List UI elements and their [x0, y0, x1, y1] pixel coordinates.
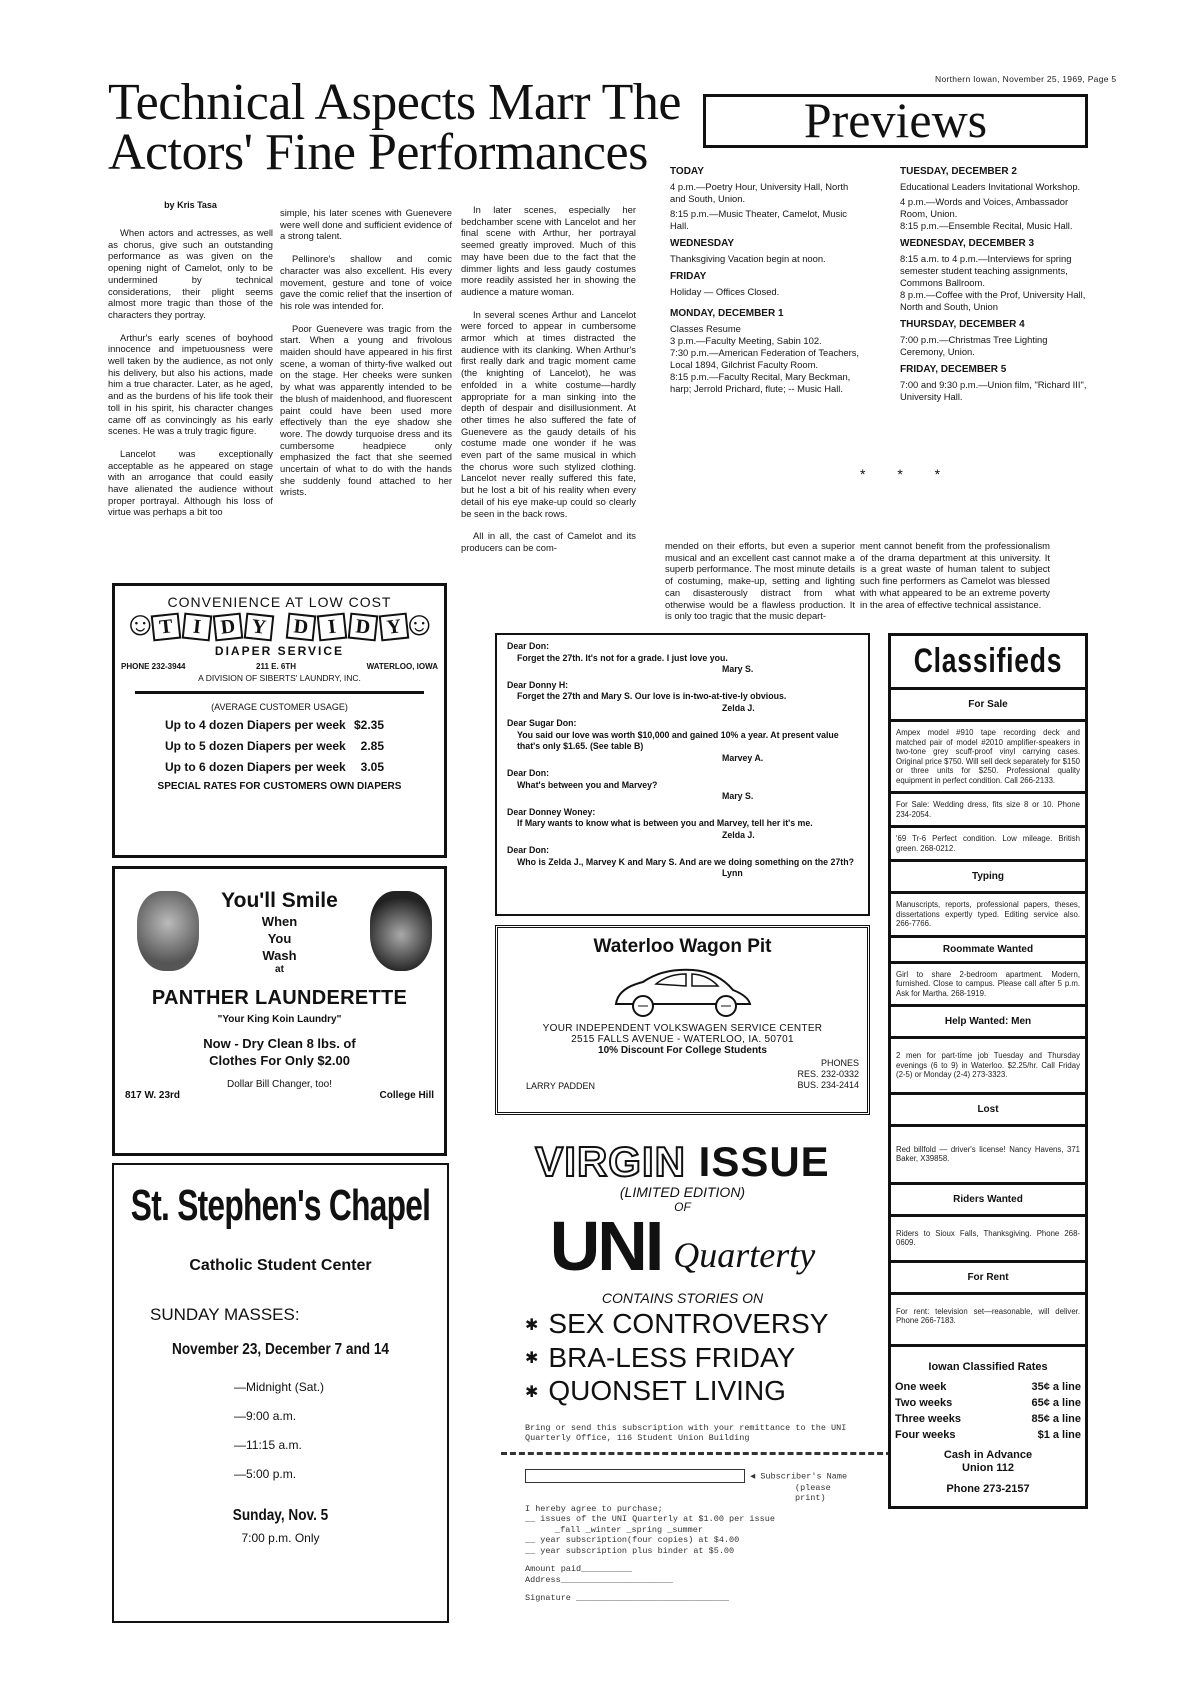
signature: Mary S. — [722, 664, 754, 674]
preview-item: Classes Resume — [670, 323, 741, 334]
section-heading — [891, 1185, 1085, 1214]
rate-term: Two weeks — [895, 1396, 953, 1409]
quarterly-wordmark: Quarterty — [673, 1235, 816, 1275]
amount-paid-field[interactable]: Amount paid__________ — [525, 1564, 633, 1575]
preview-item: 3 p.m.—Faculty Meeting, Sabin 102. — [670, 335, 822, 346]
ad-line: at — [275, 964, 284, 975]
contains-label: CONTAINS STORIES ON — [601, 1290, 764, 1306]
preview-day: WEDNESDAY, DECEMBER 3 — [900, 238, 1035, 249]
option-issues[interactable]: __ issues of the UNI Quarterly at $1.00 per issue — [525, 1514, 775, 1525]
uni-wordmark: UNI — [549, 1207, 662, 1285]
ad-headline: You'll Smile — [221, 889, 338, 912]
ad-text: Riders to Sioux Falls, Thanksgiving. Phone 268-0609. — [896, 1228, 1080, 1247]
name-row — [525, 1469, 860, 1483]
virgin-issue-heading — [495, 1138, 870, 1186]
divider — [135, 691, 424, 694]
salutation: Dear Don: — [507, 768, 550, 778]
preview-day: FRIDAY — [670, 271, 707, 282]
ad-line: YOUR INDEPENDENT VOLKSWAGEN SERVICE CENTER — [542, 1023, 823, 1034]
article-column-4 — [665, 540, 855, 633]
subscriber-name-field[interactable] — [525, 1469, 745, 1483]
ad-tagline: CONVENIENCE AT LOW COST — [167, 594, 392, 610]
cut-line — [501, 1452, 901, 1455]
classified-ad — [891, 828, 1085, 859]
asterisk-icon: ✱ — [525, 1383, 539, 1401]
preview-item: 8:15 p.m.—Ensemble Recital, Music Hall. — [900, 220, 1073, 231]
mass-times — [114, 1373, 447, 1489]
classified-ad — [891, 794, 1085, 825]
letter-card: Y — [243, 613, 274, 642]
section-heading — [891, 690, 1085, 719]
preview-item: 8:15 p.m.—Faculty Recital, Mary Beckman, harp; Jerrold Prichard, flute; -- Music Hall. — [670, 371, 851, 394]
story-title: SEX CONTROVERSY — [548, 1308, 829, 1339]
baby-illustration-icon: ☺ — [123, 605, 158, 643]
preview-day: TODAY — [670, 166, 704, 177]
rate-label: Up to 5 dozen Diapers per week — [165, 739, 346, 753]
preview-day: THURSDAY, DECEMBER 4 — [900, 319, 1025, 330]
ad-line: 2515 FALLS AVENUE - WATERLOO, IA. 50701 — [571, 1034, 794, 1045]
paragraph: All in all, the cast of Camelot and its producers can be com- — [461, 530, 636, 553]
previews-column-2 — [900, 160, 1090, 406]
ad-division: A DIVISION OF SIBERTS' LAUNDRY, INC. — [198, 673, 361, 683]
ad-slogan: "Your King Koin Laundry" — [217, 1014, 342, 1025]
man-photo-icon — [370, 891, 432, 971]
preview-item: Holiday — Offices Closed. — [670, 286, 780, 297]
preview-item: 8:15 p.m.—Music Theater, Camelot, Music Hall. — [670, 208, 847, 231]
paragraph: When actors and actresses, as well as chorus, give such an outstanding performance as was given on the opening night of Camelot, only to be undermined by technical considerations, their plight seems almost more tragic than those of the characters they portray. — [108, 227, 273, 320]
signature: Zelda J. — [722, 829, 755, 840]
section-heading — [891, 862, 1085, 891]
chapel-ad — [112, 1163, 449, 1623]
section-heading — [891, 1007, 1085, 1036]
section-heading — [891, 1263, 1085, 1292]
ad-city: WATERLOO, IOWA — [366, 662, 438, 671]
asterisk-icon: ✱ — [525, 1350, 539, 1368]
wagon-pit-ad — [495, 925, 870, 1115]
ad-text: Manuscripts, reports, professional papers, theses, dissertations expertly typed. Editing service also. 266-7766. — [896, 900, 1080, 928]
ad-offer: Now - Dry Clean 8 lbs. of — [203, 1036, 356, 1051]
woman-photo-icon — [137, 891, 199, 971]
address-field[interactable]: Address______________________ — [525, 1574, 673, 1585]
paragraph: Pellinore's shallow and comic character was also excellent. His every movement, gesture and tone of voice gave the comic relief that the insertion of his role was intended for. — [280, 253, 452, 311]
ad-text: Ampex model #910 tape recording deck and matched pair of model #2010 amplifier-speakers in two-tone grey scuff-proof vinyl carrying cases. Original price $750. Will sell deck separately for $150 or three units for $250. Professional quality equipment in perfect condition. Call 266-2133. — [896, 728, 1080, 785]
mass-time: —11:15 a.m. — [234, 1438, 302, 1452]
section-heading — [891, 938, 1085, 961]
rate-price: 35¢ a line — [1031, 1380, 1081, 1393]
rate-row — [895, 1397, 1081, 1409]
classified-ad — [891, 1127, 1085, 1182]
note-body: Forget the 27th. It's not for a grade. I just love you. — [517, 652, 728, 663]
virgin-word: VIRGIN — [535, 1138, 686, 1185]
personals-box — [495, 633, 870, 916]
option-binder[interactable]: __ year subscription plus binder at $5.00 — [525, 1545, 735, 1556]
letter-card: D — [285, 613, 316, 642]
letter-card: Y — [378, 613, 409, 642]
rate-price: 85¢ a line — [1031, 1412, 1081, 1425]
rate-price: 3.05 — [360, 760, 384, 774]
ad-phone: PHONE 232-3944 — [121, 662, 186, 671]
paragraph: mended on their efforts, but even a superior musical and an excellent cast cannot make a superb performance. The most minute details of costuming, make-up, setting and lighting can disasterously distract from what otherwise would be a flawless production. It is only too tragic that the music depart- — [665, 540, 855, 622]
ad-footer — [115, 1090, 444, 1101]
option-year[interactable]: __ year subscription(four copies) at $4.00 — [525, 1535, 740, 1546]
classified-ad — [891, 964, 1085, 1005]
ad-offer: Clothes For Only $2.00 — [209, 1053, 350, 1068]
name-hint: (please print) — [795, 1482, 831, 1504]
story-item — [525, 1342, 870, 1376]
rate-term: One week — [895, 1380, 947, 1393]
classified-ad — [891, 894, 1085, 935]
classified-ad — [891, 1039, 1085, 1092]
ad-text: For rent: television set—reasonable, will deliver. Phone 266-7183. — [896, 1306, 1080, 1325]
heading-for-rent: For Rent — [967, 1271, 1009, 1283]
note-body: Forget the 27th and Mary S. Our love is in-two-at-tive-ly obvious. — [517, 691, 787, 701]
previews-title: Previews — [703, 94, 1088, 148]
payment-info — [895, 1449, 1081, 1496]
paragraph: In several scenes Arthur and Lancelot were forced to appear in cumbersome armor which at times distracted the audience with its clanking. When Arthur's first really dark and tragic moment came (the knighting of Lancelot), he was enfolded in a white costume—hardly appropriate for a man sinking into the depth of despair and disillusionment. At other times he also suffered the fate of Guenevere as the gaudy details of his costume made one wonder if he was even part of the same musical in which the chorus wore such stylized clothing. Lancelot never really suffered this fate, but he lost a bit of his reality when every detail of his eye make-up could so clearly be seen in the back rows. — [461, 308, 636, 519]
ad-area: College Hill — [379, 1090, 434, 1101]
article-column-2 — [280, 207, 452, 509]
rate-row — [115, 739, 444, 753]
ad-title: Waterloo Wagon Pit — [593, 936, 772, 957]
personal-note — [507, 807, 858, 842]
of-label: OF — [674, 1200, 691, 1214]
paragraph: ment cannot benefit from the professionalism of the drama department at this university. It is a great waste of human talent to subject such fine performers as Camelot was blessed with what appeared to be an extreme poverty in the area of effective technical assistance. — [860, 540, 1050, 610]
season-options[interactable]: _fall _winter _spring _summer — [555, 1524, 703, 1535]
mass-time: —9:00 a.m. — [234, 1409, 297, 1423]
special-day: Sunday, Nov. 5 — [232, 1507, 329, 1524]
ad-text: 2 men for part-time job Tuesday and Thursday evenings (6 to 9) in Waterloo. $2.25/hr. Call Friday (2-5) or Monday (2-4) 273-3323. — [896, 1051, 1080, 1079]
rates-title: Iowan Classified Rates — [928, 1360, 1048, 1373]
classified-ad — [891, 1295, 1085, 1344]
rate-row — [895, 1429, 1081, 1441]
pointer-icon: ◀ — [750, 1471, 756, 1482]
cash-note: Cash in Advance — [943, 1448, 1033, 1461]
preview-day: MONDAY, DECEMBER 1 — [670, 308, 784, 319]
ad-note: Dollar Bill Changer, too! — [226, 1079, 333, 1090]
preview-item: 8:15 a.m. to 4 p.m.—Interviews for spring semester student teaching assignments, Commons Ballroom. — [900, 253, 1072, 288]
mass-dates: November 23, December 7 and 14 — [172, 1341, 389, 1358]
note-body: What's between you and Marvey? — [517, 779, 658, 790]
article-column-1 — [108, 227, 273, 529]
volkswagen-beetle-icon — [608, 962, 758, 1018]
letter-card: T — [150, 613, 181, 642]
special-time: 7:00 p.m. Only — [241, 1531, 320, 1545]
limited-edition: (LIMITED EDITION) — [619, 1184, 746, 1200]
panther-launderette-ad — [112, 866, 447, 1156]
personal-note — [507, 680, 858, 715]
ad-street: 211 E. 6TH — [256, 662, 297, 671]
heading-help-wanted: Help Wanted: Men — [944, 1016, 1032, 1027]
ad-line: Wash — [262, 948, 297, 963]
signature: Lynn — [722, 868, 743, 878]
heading-lost: Lost — [977, 1103, 999, 1115]
usage-label: (AVERAGE CUSTOMER USAGE) — [211, 702, 348, 712]
preview-item: 8 p.m.—Coffee with the Prof, University Hall, North and South, Union — [900, 289, 1086, 312]
previews-column-1 — [670, 160, 865, 395]
personal-note — [507, 641, 858, 676]
ad-address: 817 W. 23rd — [125, 1090, 181, 1101]
issue-word: ISSUE — [698, 1138, 830, 1185]
paragraph: simple, his later scenes with Guenevere were well done and sufficient evidence of a strong talent. — [280, 207, 452, 242]
preview-item: Thanksgiving Vacation begin at noon. — [670, 253, 826, 264]
masses-label: SUNDAY MASSES: — [150, 1305, 300, 1324]
personal-note — [507, 718, 858, 764]
rate-label: Up to 6 dozen Diapers per week — [165, 760, 346, 774]
name-label: Subscriber's Name — [760, 1471, 848, 1482]
salutation: Dear Donney Woney: — [507, 806, 596, 817]
ad-text: '69 Tr-6 Perfect condition. Low mileage. British green. 268-0212. — [896, 834, 1080, 853]
ad-service-name: DIAPER SERVICE — [214, 644, 345, 658]
form-instructions: Bring or send this subscription with your remittance to the UNI Quarterly Office, 116 Student Union Building — [525, 1422, 847, 1444]
phone-res: RES. 232-0332 — [797, 1069, 859, 1079]
rate-price: 2.85 — [360, 739, 384, 753]
preview-item: 4 p.m.—Words and Voices, Ambassador Room, Union. — [900, 196, 1069, 219]
heading-for-sale: For Sale — [968, 699, 1008, 710]
heading-typing: Typing — [971, 871, 1005, 882]
preview-day: FRIDAY, DECEMBER 5 — [900, 364, 1007, 375]
rate-price: $2.35 — [353, 718, 384, 732]
chapel-title: St. Stephen's Chapel — [130, 1181, 431, 1230]
ad-text: Girl to share 2-bedroom apartment. Modern, furnished. Close to campus. Please call after 5 p.m. Ask for Martha. 268-1919. — [896, 969, 1080, 998]
asterisk-icon: ✱ — [525, 1316, 539, 1334]
preview-item: 7:00 p.m.—Christmas Tree Lighting Ceremony, Union. — [900, 334, 1048, 357]
preview-item: 4 p.m.—Poetry Hour, University Hall, North and South, Union. — [670, 181, 849, 204]
mass-time: —Midnight (Sat.) — [234, 1380, 325, 1394]
byline: by Kris Tasa — [164, 200, 217, 210]
ad-footer — [498, 1056, 867, 1091]
owner-name: LARRY PADDEN — [526, 1081, 596, 1091]
ad-text: Red billfold — driver's license! Nancy Havens, 371 Baker, X39858. — [896, 1144, 1080, 1163]
preview-item: Educational Leaders Invitational Workshop. — [900, 181, 1081, 192]
special-rates: SPECIAL RATES FOR CUSTOMERS OWN DIAPERS — [157, 781, 402, 792]
preview-day: WEDNESDAY — [670, 238, 735, 249]
ad-line: You — [267, 931, 292, 946]
paragraph: Arthur's early scenes of boyhood innocence and impetuousness were well taken by the audience, as not only his delivery, but also his actions, made him a true character. Later, as he aged, and as the burdens of his life took their toll in his spirit, his character changes came off as convincingly as his early scenes. He was a truly tragic figure. — [108, 331, 273, 437]
signature: Mary S. — [722, 791, 754, 801]
ad-text: For Sale: Wedding dress, fits size 8 or 10. Phone 234-2054. — [896, 800, 1080, 819]
headline-line-1: Technical Aspects Marr The — [108, 74, 681, 131]
salutation: Dear Donny H: — [507, 679, 569, 690]
baby-illustration-icon: ☺ — [402, 605, 437, 643]
story-list — [495, 1308, 870, 1409]
salutation: Dear Sugar Don: — [507, 718, 577, 728]
headline-line-2: Actors' Fine Performances — [108, 124, 648, 181]
phones — [797, 1058, 859, 1091]
classified-ad — [891, 1217, 1085, 1260]
rates-box — [891, 1347, 1085, 1506]
rate-term: Three weeks — [895, 1412, 962, 1425]
rate-label: Up to 4 dozen Diapers per week — [165, 718, 346, 732]
preview-day: TUESDAY, DECEMBER 2 — [900, 166, 1017, 177]
ad-discount: 10% Discount For College Students — [598, 1045, 767, 1056]
rate-row — [895, 1413, 1081, 1425]
letter-card: D — [347, 613, 378, 642]
personal-note — [507, 768, 858, 803]
heading-riders: Riders Wanted — [953, 1193, 1023, 1205]
ad-contact-row — [115, 658, 444, 671]
article-column-3 — [461, 204, 636, 565]
masthead-dateline: Northern Iowan, November 25, 1969, Page 5 — [935, 74, 1117, 84]
rate-row — [115, 760, 444, 774]
heading-roommate: Roommate Wanted — [942, 943, 1034, 955]
agree-text: I hereby agree to purchase; — [525, 1503, 663, 1514]
preview-item: 7:30 p.m.—American Federation of Teachers, Local 1894, Gilchrist Faculty Room. — [670, 347, 859, 370]
salutation: Dear Don: — [507, 641, 550, 651]
note-body: You said our love was worth $10,000 and gained 10% a year. At present value that's only $1.65. (See table B) — [517, 729, 839, 751]
ad-line: When — [261, 914, 298, 929]
clothesline-letters — [115, 614, 444, 640]
phone: Phone 273-2157 — [946, 1482, 1030, 1495]
classified-ad — [891, 722, 1085, 791]
story-title: BRA-LESS FRIDAY — [548, 1341, 796, 1373]
preview-item: 7:00 and 9:30 p.m.—Union film, "Richard III", University Hall. — [900, 379, 1087, 402]
letter-card: I — [181, 613, 212, 642]
business-name: PANTHER LAUNDERETTE — [151, 987, 408, 1009]
letter-card: D — [212, 613, 243, 642]
rate-term: Four weeks — [895, 1428, 956, 1441]
rate-row — [115, 718, 444, 732]
phones-label: PHONES — [820, 1058, 859, 1068]
story-title: QUONSET LIVING — [548, 1375, 786, 1407]
letter-card: I — [316, 613, 347, 642]
subscription-form — [495, 1409, 870, 1604]
rate-row — [895, 1381, 1081, 1393]
paragraph: Poor Guenevere was tragic from the start. When a young and frivolous maiden should have appeared in his first scene, a woman of thirty-five walked out on the stage. Her cheeks were sunken by what was apparently intended to be the blush of maidenhood, and fluorescent paint could have been used more effectively than the eye shadow she wore. The dowdy turquoise dress and its cumbersome headpiece only emphasized the fact that she seemed uncertain of what to do with the hands she suddenly found attached to her wrists. — [280, 322, 452, 498]
personal-note — [507, 845, 858, 880]
article-headline — [108, 74, 708, 181]
paragraph: In later scenes, especially her bedchamber scene with Lancelot and her final scene with Arthur, her portrayal seemed greatly improved. Much of this may have been due to the fact that the dimmer lights and less gaudy costumes more readily assisted her in showing the audience a mature woman. — [461, 204, 636, 297]
classifieds-header — [891, 636, 1085, 687]
rate-price: 65¢ a line — [1031, 1396, 1081, 1409]
note-body: If Mary wants to know what is between you and Marvey, tell her it's me. — [517, 818, 813, 828]
article-column-5 — [860, 540, 1050, 621]
classifieds-title: Classifieds — [913, 642, 1063, 680]
classifieds-column — [888, 633, 1088, 1509]
letter-gap — [274, 614, 285, 641]
uni-quarterly-ad — [495, 1120, 870, 1630]
signature: Marvey A. — [722, 752, 764, 763]
note-body: Who is Zelda J., Marvey K and Mary S. And are we doing something on the 27th? — [517, 856, 854, 867]
signature-field[interactable]: Signature ______________________________ — [525, 1593, 730, 1604]
rate-price: $1 a line — [1037, 1428, 1081, 1441]
section-separator: * * * — [860, 466, 955, 482]
paragraph: Lancelot was exceptionally acceptable as he appeared on stage with an arrogance that could easily have alienated the audience without proper portrayal. Although his loss of virtue was perhaps a bit too — [108, 447, 273, 518]
classified-rates — [891, 1347, 1085, 1506]
signature: Zelda J. — [722, 702, 755, 713]
mass-time: —5:00 p.m. — [234, 1467, 297, 1481]
chapel-subtitle: Catholic Student Center — [189, 1257, 372, 1274]
section-heading — [891, 1095, 1085, 1124]
office: Union 112 — [962, 1461, 1014, 1474]
story-item — [525, 1375, 870, 1409]
story-item — [525, 1308, 870, 1342]
salutation: Dear Don: — [507, 845, 550, 855]
tidy-didy-ad — [112, 583, 447, 858]
phone-bus: BUS. 234-2414 — [797, 1080, 859, 1090]
